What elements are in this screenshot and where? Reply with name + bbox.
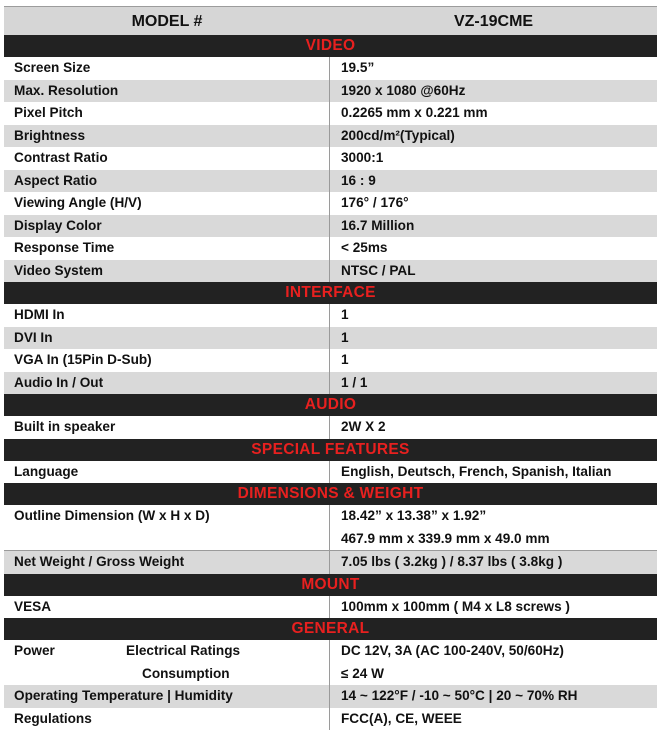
table-row — [4, 215, 657, 238]
spec-label: Response Time — [4, 237, 330, 260]
table-row — [4, 505, 657, 550]
spec-label: Contrast Ratio — [4, 147, 330, 170]
model-label: MODEL # — [131, 13, 203, 30]
section-general: GENERAL — [4, 618, 657, 640]
spec-value-imperial: 18.42” x 13.38” x 1.92” — [341, 508, 487, 523]
spec-value: 1920 x 1080 @60Hz — [341, 82, 466, 98]
spec-label: VGA In (15Pin D-Sub) — [4, 349, 330, 372]
spec-label: Display Color — [4, 215, 330, 238]
spec-label: Language — [4, 461, 330, 484]
section-dimensions-weight: DIMENSIONS & WEIGHT — [4, 483, 657, 505]
table-row — [4, 596, 657, 619]
spec-label: Net Weight / Gross Weight — [4, 551, 330, 574]
spec-value: 14 ~ 122°F / -10 ~ 50°C | 20 ~ 70% RH — [341, 688, 578, 703]
section-mount: MOUNT — [4, 574, 657, 596]
table-row — [4, 170, 657, 193]
table-row — [4, 349, 657, 372]
spec-value — [330, 505, 657, 550]
spec-value: 200cd/m²(Typical) — [341, 127, 455, 143]
spec-value: 2W X 2 — [341, 419, 386, 434]
table-row — [4, 640, 657, 685]
section-audio: AUDIO — [4, 394, 657, 416]
spec-sublabel-ratings: Electrical Ratings — [126, 643, 241, 658]
spec-label: Brightness — [4, 125, 330, 148]
spec-label: Regulations — [4, 708, 330, 731]
spec-sublabel-consumption: Consumption — [142, 665, 230, 681]
table-row — [4, 685, 657, 708]
spec-label: Outline Dimension (W x H x D) — [4, 505, 330, 550]
spec-label: Operating Temperature | Humidity — [4, 685, 330, 708]
spec-value: 3000:1 — [341, 150, 384, 165]
spec-label: Screen Size — [4, 57, 330, 80]
spec-label: HDMI In — [4, 304, 330, 327]
spec-value: < 25ms — [341, 240, 388, 255]
table-row — [4, 327, 657, 350]
table-row — [4, 551, 657, 574]
spec-value: 7.05 lbs ( 3.2kg ) / 8.37 lbs ( 3.8kg ) — [341, 554, 563, 569]
table-row — [4, 80, 657, 103]
spec-value: 176° / 176° — [341, 195, 409, 210]
spec-value: 1 — [341, 329, 349, 345]
spec-value: 1 — [341, 352, 349, 367]
table-row — [4, 708, 657, 731]
spec-value-metric: 467.9 mm x 339.9 mm x 49.0 mm — [341, 530, 550, 546]
model-value: VZ-19CME — [453, 13, 534, 30]
table-row — [4, 102, 657, 125]
spec-label: Video System — [4, 260, 330, 283]
table-row — [4, 416, 657, 439]
spec-value — [330, 640, 657, 685]
spec-label: DVI In — [4, 327, 330, 350]
spec-label: Pixel Pitch — [4, 102, 330, 125]
spec-value: FCC(A), CE, WEEE — [341, 710, 462, 726]
spec-value: NTSC / PAL — [341, 262, 416, 278]
spec-label: Built in speaker — [4, 416, 330, 439]
spec-value: 1 / 1 — [341, 374, 368, 390]
table-row — [4, 461, 657, 484]
spec-value: 0.2265 mm x 0.221 mm — [341, 105, 488, 120]
spec-value: 100mm x 100mm ( M4 x L8 screws ) — [341, 598, 570, 614]
spec-value: English, Deutsch, French, Spanish, Italian — [341, 463, 612, 479]
spec-value: 16 : 9 — [341, 172, 376, 188]
table-header — [4, 6, 657, 35]
table-row — [4, 57, 657, 80]
spec-label: Max. Resolution — [4, 80, 330, 103]
section-special-features: SPECIAL FEATURES — [4, 439, 657, 461]
table-row — [4, 304, 657, 327]
spec-label: Power — [14, 643, 55, 658]
spec-value: 19.5” — [341, 60, 375, 75]
table-row — [4, 260, 657, 283]
table-row — [4, 372, 657, 395]
section-interface: INTERFACE — [4, 282, 657, 304]
spec-value: 16.7 Million — [341, 217, 415, 233]
spec-label: Viewing Angle (H/V) — [4, 192, 330, 215]
table-row — [4, 147, 657, 170]
spec-value-ratings: DC 12V, 3A (AC 100-240V, 50/60Hz) — [341, 643, 564, 658]
spec-label: Aspect Ratio — [4, 170, 330, 193]
section-video: VIDEO — [4, 35, 657, 57]
table-row — [4, 192, 657, 215]
table-row — [4, 237, 657, 260]
spec-value-consumption: ≤ 24 W — [341, 665, 384, 681]
table-row — [4, 125, 657, 148]
spec-label: VESA — [4, 596, 330, 619]
spec-label-group — [4, 640, 330, 685]
spec-label: Audio In / Out — [4, 372, 330, 395]
spec-value: 1 — [341, 307, 349, 322]
spec-sheet — [4, 6, 657, 730]
